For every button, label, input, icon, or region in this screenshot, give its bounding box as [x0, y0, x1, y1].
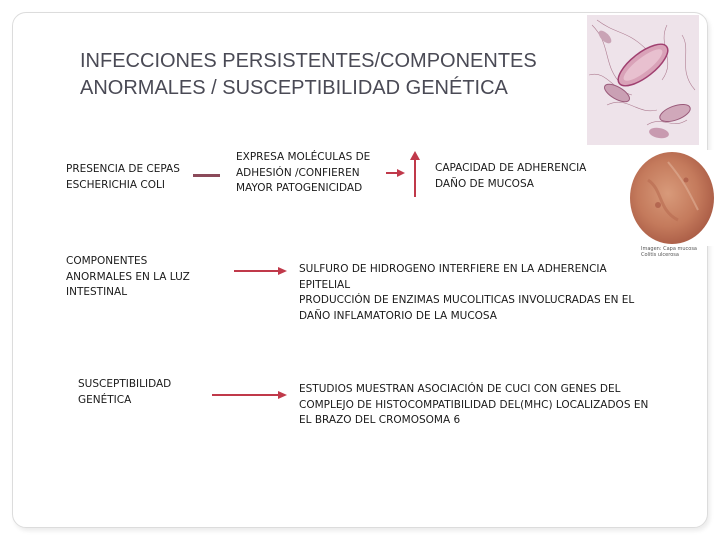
row2-effect — [299, 262, 634, 324]
row2-label-line: COMPONENTES — [66, 255, 148, 267]
row1-result-line: CAPACIDAD DE ADHERENCIA — [435, 162, 587, 174]
row2-label-line: INTESTINAL — [66, 286, 128, 298]
row1-label-line: ESCHERICHIA COLI — [66, 178, 165, 191]
title-line-1: INFECCIONES PERSISTENTES/COMPONENTES — [80, 50, 537, 72]
slide-title — [80, 48, 640, 102]
bacteria-image — [587, 15, 699, 145]
row2-effect-line: PRODUCCIÓN DE ENZIMAS MUCOLITICAS INVOLUCRADAS EN EL — [299, 294, 635, 306]
row2-effect-line: DAÑO INFLAMATORIO DE LA MUCOSA — [299, 309, 497, 322]
title-line-2: ANORMALES / SUSCEPTIBILIDAD GENÉTICA — [80, 77, 508, 99]
row3-effect-line: COMPLEJO DE HISTOCOMPATIBILIDAD DEL(MHC) LOCALIZADOS EN — [299, 398, 649, 411]
row3-arrow-icon — [212, 388, 288, 402]
row1-up-arrow-icon — [409, 150, 421, 198]
row1-label — [66, 162, 180, 193]
row1-connector — [193, 174, 220, 177]
row1-label-line: PRESENCIA DE CEPAS — [66, 163, 180, 175]
row1-right-arrow-icon — [386, 166, 406, 180]
caption-line-1: Imagen: Capa mucosa — [641, 246, 698, 252]
caption-line-2: Colitis ulcerosa — [641, 252, 679, 258]
row2-label — [66, 254, 190, 301]
row1-result-line: DAÑO DE MUCOSA — [435, 177, 534, 190]
row3-label-line: SUSCEPTIBILIDAD — [78, 378, 172, 390]
row2-label-line: ANORMALES EN LA LUZ — [66, 270, 190, 283]
row1-effect-line: EXPRESA MOLÉCULAS DE — [236, 151, 371, 163]
row2-arrow-icon — [234, 264, 288, 278]
row1-effect-line: ADHESIÓN /CONFIEREN — [236, 166, 360, 179]
row1-effect — [236, 150, 370, 197]
row3-effect-line: EL BRAZO DEL CROMOSOMA 6 — [299, 414, 461, 426]
row3-label — [78, 377, 171, 408]
row2-effect-line: SULFURO DE HIDROGENO INTERFIERE EN LA ADHERENCIA — [299, 263, 607, 275]
row1-result — [435, 161, 586, 192]
row3-effect — [299, 382, 648, 429]
row2-effect-line: EPITELIAL — [299, 278, 351, 291]
image-caption — [641, 246, 711, 258]
mucosa-image — [628, 150, 716, 246]
row3-effect-line: ESTUDIOS MUESTRAN ASOCIACIÓN DE CUCI CON GENES DEL — [299, 383, 621, 395]
row3-label-line: GENÉTICA — [78, 393, 132, 406]
row1-effect-line: MAYOR PATOGENICIDAD — [236, 182, 363, 194]
